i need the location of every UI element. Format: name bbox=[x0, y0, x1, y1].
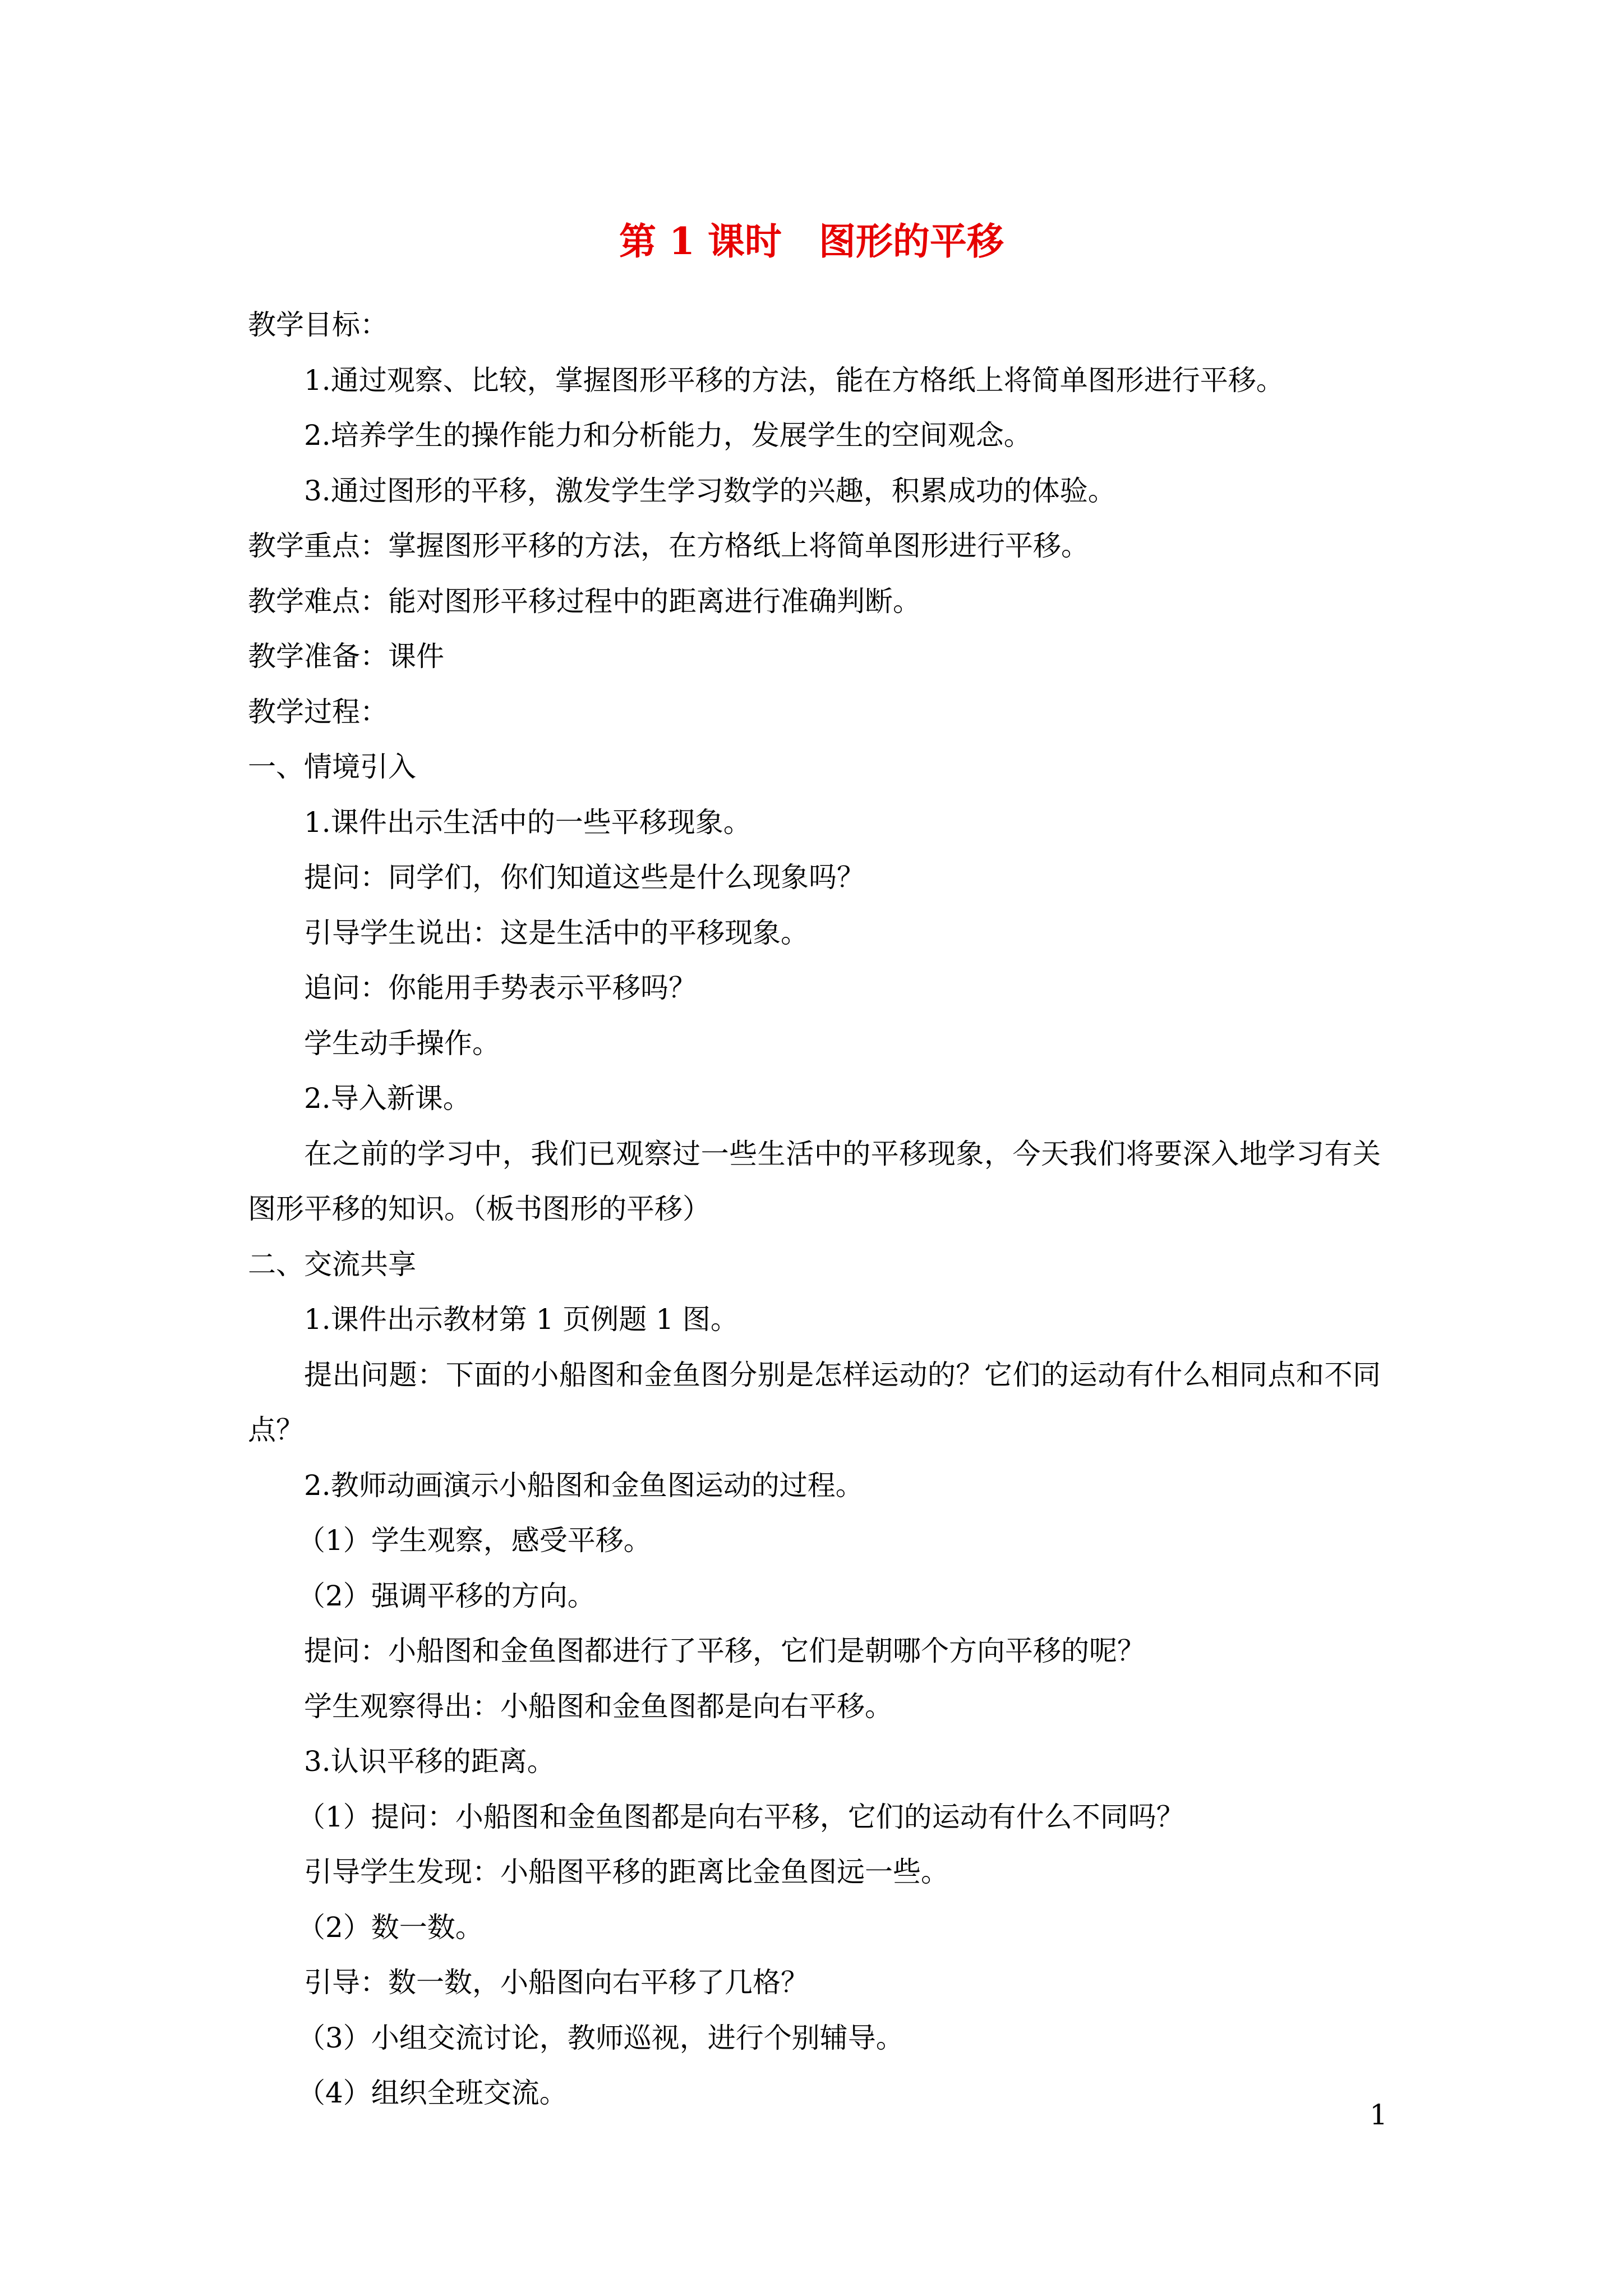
paragraph-wrapped: 在之前的学习中，我们已观察过一些生活中的平移现象，今天我们将要深入地学习有关图形平移的知识。（板书图形的平移） bbox=[248, 1137, 1381, 1225]
paragraph-line: （2）数一数。 bbox=[297, 1911, 483, 1944]
objective-item: 1.通过观察、比较，掌握图形平移的方法，能在方格纸上将简单图形进行平移。 bbox=[304, 364, 1284, 397]
page-number: 1 bbox=[1370, 2099, 1387, 2131]
teaching-preparation: 教学准备：课件 bbox=[248, 640, 444, 673]
paragraph-line: 学生动手操作。 bbox=[304, 1027, 500, 1060]
teaching-focus: 教学重点：掌握图形平移的方法，在方格纸上将简单图形进行平移。 bbox=[248, 530, 1089, 562]
paragraph-line: 提问：小船图和金鱼图都进行了平移，它们是朝哪个方向平移的呢？ bbox=[304, 1635, 1145, 1667]
teaching-difficulty: 教学难点：能对图形平移过程中的距离进行准确判断。 bbox=[248, 585, 921, 618]
paragraph-line: 2.教师动画演示小船图和金鱼图运动的过程。 bbox=[304, 1469, 864, 1502]
paragraph-line: 提问：同学们，你们知道这些是什么现象吗？ bbox=[304, 861, 865, 894]
paragraph-line: 学生观察得出：小船图和金鱼图都是向右平移。 bbox=[304, 1690, 893, 1723]
paragraph-line: 2.导入新课。 bbox=[304, 1082, 471, 1115]
paragraph-line: 追问：你能用手势表示平移吗？ bbox=[304, 972, 697, 1004]
lesson-title: 第 1 课时 图形的平移 bbox=[619, 219, 1004, 263]
section-heading: 一、情境引入 bbox=[248, 751, 416, 783]
lesson-body bbox=[248, 297, 1381, 2121]
objective-item: 2.培养学生的操作能力和分析能力，发展学生的空间观念。 bbox=[304, 419, 1032, 452]
paragraph-line: （4）组织全班交流。 bbox=[297, 2077, 568, 2109]
paragraph-line: 3.认识平移的距离。 bbox=[304, 1745, 555, 1778]
paragraph-line: 引导学生发现：小船图平移的距离比金鱼图远一些。 bbox=[304, 1856, 949, 1888]
paragraph-line: 1.课件出示教材第 1 页例题 1 图。 bbox=[304, 1303, 739, 1336]
paragraph-line: 引导：数一数，小船图向右平移了几格？ bbox=[304, 1966, 809, 1999]
paragraph-wrapped: 提出问题：下面的小船图和金鱼图分别是怎样运动的？它们的运动有什么相同点和不同点？ bbox=[248, 1358, 1381, 1446]
section-heading: 二、交流共享 bbox=[248, 1248, 416, 1281]
paragraph-line: （1）提问：小船图和金鱼图都是向右平移，它们的运动有什么不同吗？ bbox=[297, 1800, 1184, 1833]
section-label-process: 教学过程： bbox=[248, 695, 388, 728]
objective-item: 3.通过图形的平移，激发学生学习数学的兴趣，积累成功的体验。 bbox=[304, 474, 1116, 507]
paragraph-line: 引导学生说出：这是生活中的平移现象。 bbox=[304, 916, 809, 949]
paragraph-line: （1）学生观察，感受平移。 bbox=[297, 1524, 652, 1557]
paragraph-line: （3）小组交流讨论，教师巡视，进行个别辅导。 bbox=[297, 2021, 904, 2054]
paragraph-line: （2）强调平移的方向。 bbox=[297, 1579, 596, 1612]
section-label-objectives: 教学目标： bbox=[248, 309, 388, 341]
paragraph-line: 1.课件出示生活中的一些平移现象。 bbox=[304, 806, 751, 839]
